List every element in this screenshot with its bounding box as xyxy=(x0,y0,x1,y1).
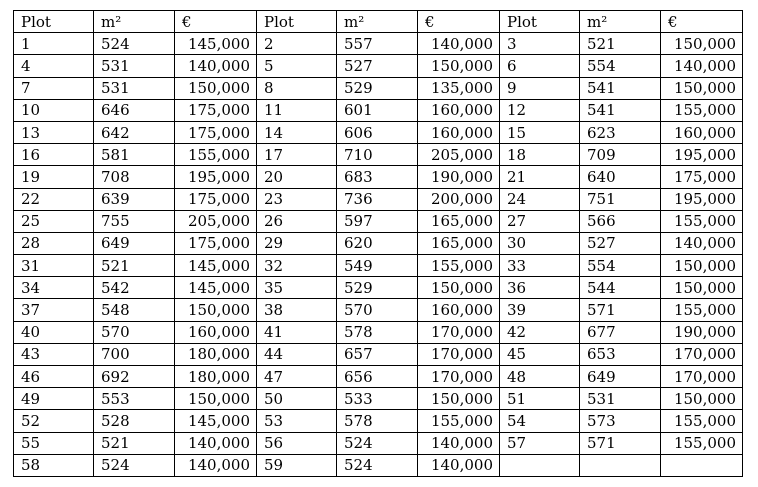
header-plot: Plot xyxy=(14,11,94,33)
price-cell: 140,000 xyxy=(418,454,500,476)
area-cell: 521 xyxy=(94,255,175,277)
plot-cell: 47 xyxy=(257,366,337,388)
price-cell: 155,000 xyxy=(418,410,500,432)
area-cell: 554 xyxy=(580,255,661,277)
plot-cell: 31 xyxy=(14,255,94,277)
price-cell: 150,000 xyxy=(661,277,743,299)
price-cell: 140,000 xyxy=(175,454,257,476)
price-cell: 150,000 xyxy=(418,388,500,410)
table-row xyxy=(14,388,743,410)
header-price: € xyxy=(661,11,743,33)
area-cell: 649 xyxy=(94,232,175,254)
price-cell: 175,000 xyxy=(661,166,743,188)
area-cell: 529 xyxy=(337,77,418,99)
table-body xyxy=(14,33,743,477)
price-cell: 150,000 xyxy=(661,388,743,410)
plot-cell: 32 xyxy=(257,255,337,277)
area-cell: 709 xyxy=(580,144,661,166)
plot-cell: 4 xyxy=(14,55,94,77)
area-cell: 639 xyxy=(94,188,175,210)
area-cell: 528 xyxy=(94,410,175,432)
area-cell: 557 xyxy=(337,33,418,55)
price-cell: 145,000 xyxy=(175,255,257,277)
table-row xyxy=(14,33,743,55)
plot-cell: 19 xyxy=(14,166,94,188)
price-cell: 150,000 xyxy=(175,299,257,321)
area-cell: 542 xyxy=(94,277,175,299)
plot-cell: 10 xyxy=(14,99,94,121)
area-cell: 521 xyxy=(94,432,175,454)
header-plot: Plot xyxy=(500,11,580,33)
plot-cell: 59 xyxy=(257,454,337,476)
plot-cell: 35 xyxy=(257,277,337,299)
area-cell: 521 xyxy=(580,33,661,55)
plot-cell: 39 xyxy=(500,299,580,321)
area-cell: 677 xyxy=(580,321,661,343)
plot-cell: 34 xyxy=(14,277,94,299)
price-cell: 145,000 xyxy=(175,410,257,432)
area-cell: 755 xyxy=(94,210,175,232)
plot-cell: 11 xyxy=(257,99,337,121)
plot-cell: 6 xyxy=(500,55,580,77)
plot-cell: 42 xyxy=(500,321,580,343)
price-cell: 155,000 xyxy=(661,210,743,232)
price-cell: 140,000 xyxy=(661,55,743,77)
area-cell: 700 xyxy=(94,343,175,365)
area-cell: 578 xyxy=(337,410,418,432)
plot-cell: 53 xyxy=(257,410,337,432)
area-cell: 531 xyxy=(94,55,175,77)
area-cell: 529 xyxy=(337,277,418,299)
price-cell: 165,000 xyxy=(418,232,500,254)
table-row xyxy=(14,432,743,454)
area-cell: 581 xyxy=(94,144,175,166)
price-cell: 190,000 xyxy=(661,321,743,343)
price-cell: 155,000 xyxy=(661,99,743,121)
table-row xyxy=(14,410,743,432)
area-cell: 642 xyxy=(94,121,175,143)
price-cell: 205,000 xyxy=(418,144,500,166)
area-cell: 524 xyxy=(94,33,175,55)
area-cell: 751 xyxy=(580,188,661,210)
price-cell: 140,000 xyxy=(175,55,257,77)
area-cell: 549 xyxy=(337,255,418,277)
price-cell: 175,000 xyxy=(175,121,257,143)
plot-cell: 45 xyxy=(500,343,580,365)
area-cell: 601 xyxy=(337,99,418,121)
price-cell: 180,000 xyxy=(175,366,257,388)
area-cell: 566 xyxy=(580,210,661,232)
price-cell: 150,000 xyxy=(418,55,500,77)
plot-cell: 36 xyxy=(500,277,580,299)
table-row xyxy=(14,121,743,143)
plot-cell: 38 xyxy=(257,299,337,321)
price-cell: 195,000 xyxy=(175,166,257,188)
area-cell: 571 xyxy=(580,432,661,454)
plot-cell: 48 xyxy=(500,366,580,388)
area-cell: 597 xyxy=(337,210,418,232)
plot-cell: 41 xyxy=(257,321,337,343)
plot-cell: 58 xyxy=(14,454,94,476)
table-row xyxy=(14,166,743,188)
price-cell: 170,000 xyxy=(418,366,500,388)
plot-cell: 3 xyxy=(500,33,580,55)
plot-cell: 8 xyxy=(257,77,337,99)
table-row xyxy=(14,277,743,299)
plot-cell: 28 xyxy=(14,232,94,254)
price-cell: 155,000 xyxy=(661,299,743,321)
header-price: € xyxy=(418,11,500,33)
area-cell: 527 xyxy=(580,232,661,254)
area-cell xyxy=(580,454,661,476)
area-cell: 531 xyxy=(94,77,175,99)
area-cell: 623 xyxy=(580,121,661,143)
area-cell: 554 xyxy=(580,55,661,77)
table-row xyxy=(14,321,743,343)
plot-cell: 44 xyxy=(257,343,337,365)
area-cell: 533 xyxy=(337,388,418,410)
table-row xyxy=(14,343,743,365)
plot-cell: 20 xyxy=(257,166,337,188)
area-cell: 683 xyxy=(337,166,418,188)
plot-cell: 22 xyxy=(14,188,94,210)
price-cell: 145,000 xyxy=(175,33,257,55)
table-header-row xyxy=(14,11,743,33)
price-cell: 145,000 xyxy=(175,277,257,299)
plot-cell: 25 xyxy=(14,210,94,232)
area-cell: 527 xyxy=(337,55,418,77)
price-cell: 165,000 xyxy=(418,210,500,232)
header-plot: Plot xyxy=(257,11,337,33)
plot-cell: 29 xyxy=(257,232,337,254)
price-cell: 180,000 xyxy=(175,343,257,365)
table-row xyxy=(14,255,743,277)
price-cell xyxy=(661,454,743,476)
header-area: m² xyxy=(94,11,175,33)
price-cell: 140,000 xyxy=(661,232,743,254)
plot-cell: 33 xyxy=(500,255,580,277)
price-cell: 195,000 xyxy=(661,188,743,210)
price-cell: 160,000 xyxy=(661,121,743,143)
price-cell: 140,000 xyxy=(175,432,257,454)
area-cell: 606 xyxy=(337,121,418,143)
plot-cell: 30 xyxy=(500,232,580,254)
price-cell: 140,000 xyxy=(418,33,500,55)
table-row xyxy=(14,232,743,254)
plot-cell: 7 xyxy=(14,77,94,99)
plot-cell: 27 xyxy=(500,210,580,232)
area-cell: 524 xyxy=(94,454,175,476)
area-cell: 692 xyxy=(94,366,175,388)
table-row xyxy=(14,77,743,99)
area-cell: 571 xyxy=(580,299,661,321)
price-cell: 205,000 xyxy=(175,210,257,232)
price-cell: 200,000 xyxy=(418,188,500,210)
price-cell: 150,000 xyxy=(661,33,743,55)
area-cell: 570 xyxy=(94,321,175,343)
price-cell: 155,000 xyxy=(661,432,743,454)
area-cell: 544 xyxy=(580,277,661,299)
price-cell: 175,000 xyxy=(175,232,257,254)
plot-cell: 54 xyxy=(500,410,580,432)
plot-cell: 17 xyxy=(257,144,337,166)
area-cell: 573 xyxy=(580,410,661,432)
price-cell: 160,000 xyxy=(418,121,500,143)
plot-cell: 49 xyxy=(14,388,94,410)
price-cell: 150,000 xyxy=(661,255,743,277)
area-cell: 570 xyxy=(337,299,418,321)
plot-price-table xyxy=(13,10,743,477)
area-cell: 656 xyxy=(337,366,418,388)
table-row xyxy=(14,366,743,388)
area-cell: 524 xyxy=(337,432,418,454)
plot-cell: 2 xyxy=(257,33,337,55)
area-cell: 653 xyxy=(580,343,661,365)
plot-cell: 50 xyxy=(257,388,337,410)
price-cell: 150,000 xyxy=(175,388,257,410)
price-cell: 160,000 xyxy=(418,99,500,121)
plot-cell: 16 xyxy=(14,144,94,166)
plot-cell: 26 xyxy=(257,210,337,232)
price-cell: 170,000 xyxy=(418,343,500,365)
header-area: m² xyxy=(337,11,418,33)
area-cell: 578 xyxy=(337,321,418,343)
price-cell: 195,000 xyxy=(661,144,743,166)
area-cell: 646 xyxy=(94,99,175,121)
area-cell: 708 xyxy=(94,166,175,188)
price-cell: 150,000 xyxy=(661,77,743,99)
plot-cell: 15 xyxy=(500,121,580,143)
table-row xyxy=(14,188,743,210)
plot-cell: 37 xyxy=(14,299,94,321)
plot-cell: 13 xyxy=(14,121,94,143)
area-cell: 541 xyxy=(580,99,661,121)
price-cell: 175,000 xyxy=(175,99,257,121)
plot-cell: 43 xyxy=(14,343,94,365)
price-cell: 190,000 xyxy=(418,166,500,188)
area-cell: 640 xyxy=(580,166,661,188)
area-cell: 710 xyxy=(337,144,418,166)
plot-cell: 12 xyxy=(500,99,580,121)
table-row xyxy=(14,454,743,476)
price-cell: 150,000 xyxy=(175,77,257,99)
area-cell: 620 xyxy=(337,232,418,254)
table-row xyxy=(14,210,743,232)
price-cell: 160,000 xyxy=(418,299,500,321)
area-cell: 531 xyxy=(580,388,661,410)
plot-cell: 9 xyxy=(500,77,580,99)
price-cell: 140,000 xyxy=(418,432,500,454)
table-row xyxy=(14,55,743,77)
price-cell: 170,000 xyxy=(661,343,743,365)
area-cell: 541 xyxy=(580,77,661,99)
header-area: m² xyxy=(580,11,661,33)
area-cell: 524 xyxy=(337,454,418,476)
plot-cell: 57 xyxy=(500,432,580,454)
plot-cell: 5 xyxy=(257,55,337,77)
price-cell: 155,000 xyxy=(418,255,500,277)
price-cell: 155,000 xyxy=(661,410,743,432)
price-cell: 170,000 xyxy=(418,321,500,343)
plot-cell: 46 xyxy=(14,366,94,388)
plot-cell: 24 xyxy=(500,188,580,210)
area-cell: 736 xyxy=(337,188,418,210)
price-cell: 155,000 xyxy=(175,144,257,166)
plot-cell: 51 xyxy=(500,388,580,410)
area-cell: 649 xyxy=(580,366,661,388)
plot-cell: 18 xyxy=(500,144,580,166)
plot-cell: 56 xyxy=(257,432,337,454)
header-price: € xyxy=(175,11,257,33)
area-cell: 657 xyxy=(337,343,418,365)
plot-cell: 23 xyxy=(257,188,337,210)
price-cell: 150,000 xyxy=(418,277,500,299)
plot-cell: 52 xyxy=(14,410,94,432)
plot-cell: 1 xyxy=(14,33,94,55)
table-row xyxy=(14,99,743,121)
price-cell: 160,000 xyxy=(175,321,257,343)
price-cell: 170,000 xyxy=(661,366,743,388)
price-cell: 175,000 xyxy=(175,188,257,210)
area-cell: 553 xyxy=(94,388,175,410)
plot-cell: 21 xyxy=(500,166,580,188)
plot-cell: 55 xyxy=(14,432,94,454)
area-cell: 548 xyxy=(94,299,175,321)
table-row xyxy=(14,144,743,166)
plot-cell xyxy=(500,454,580,476)
table-row xyxy=(14,299,743,321)
plot-cell: 14 xyxy=(257,121,337,143)
plot-cell: 40 xyxy=(14,321,94,343)
price-cell: 135,000 xyxy=(418,77,500,99)
